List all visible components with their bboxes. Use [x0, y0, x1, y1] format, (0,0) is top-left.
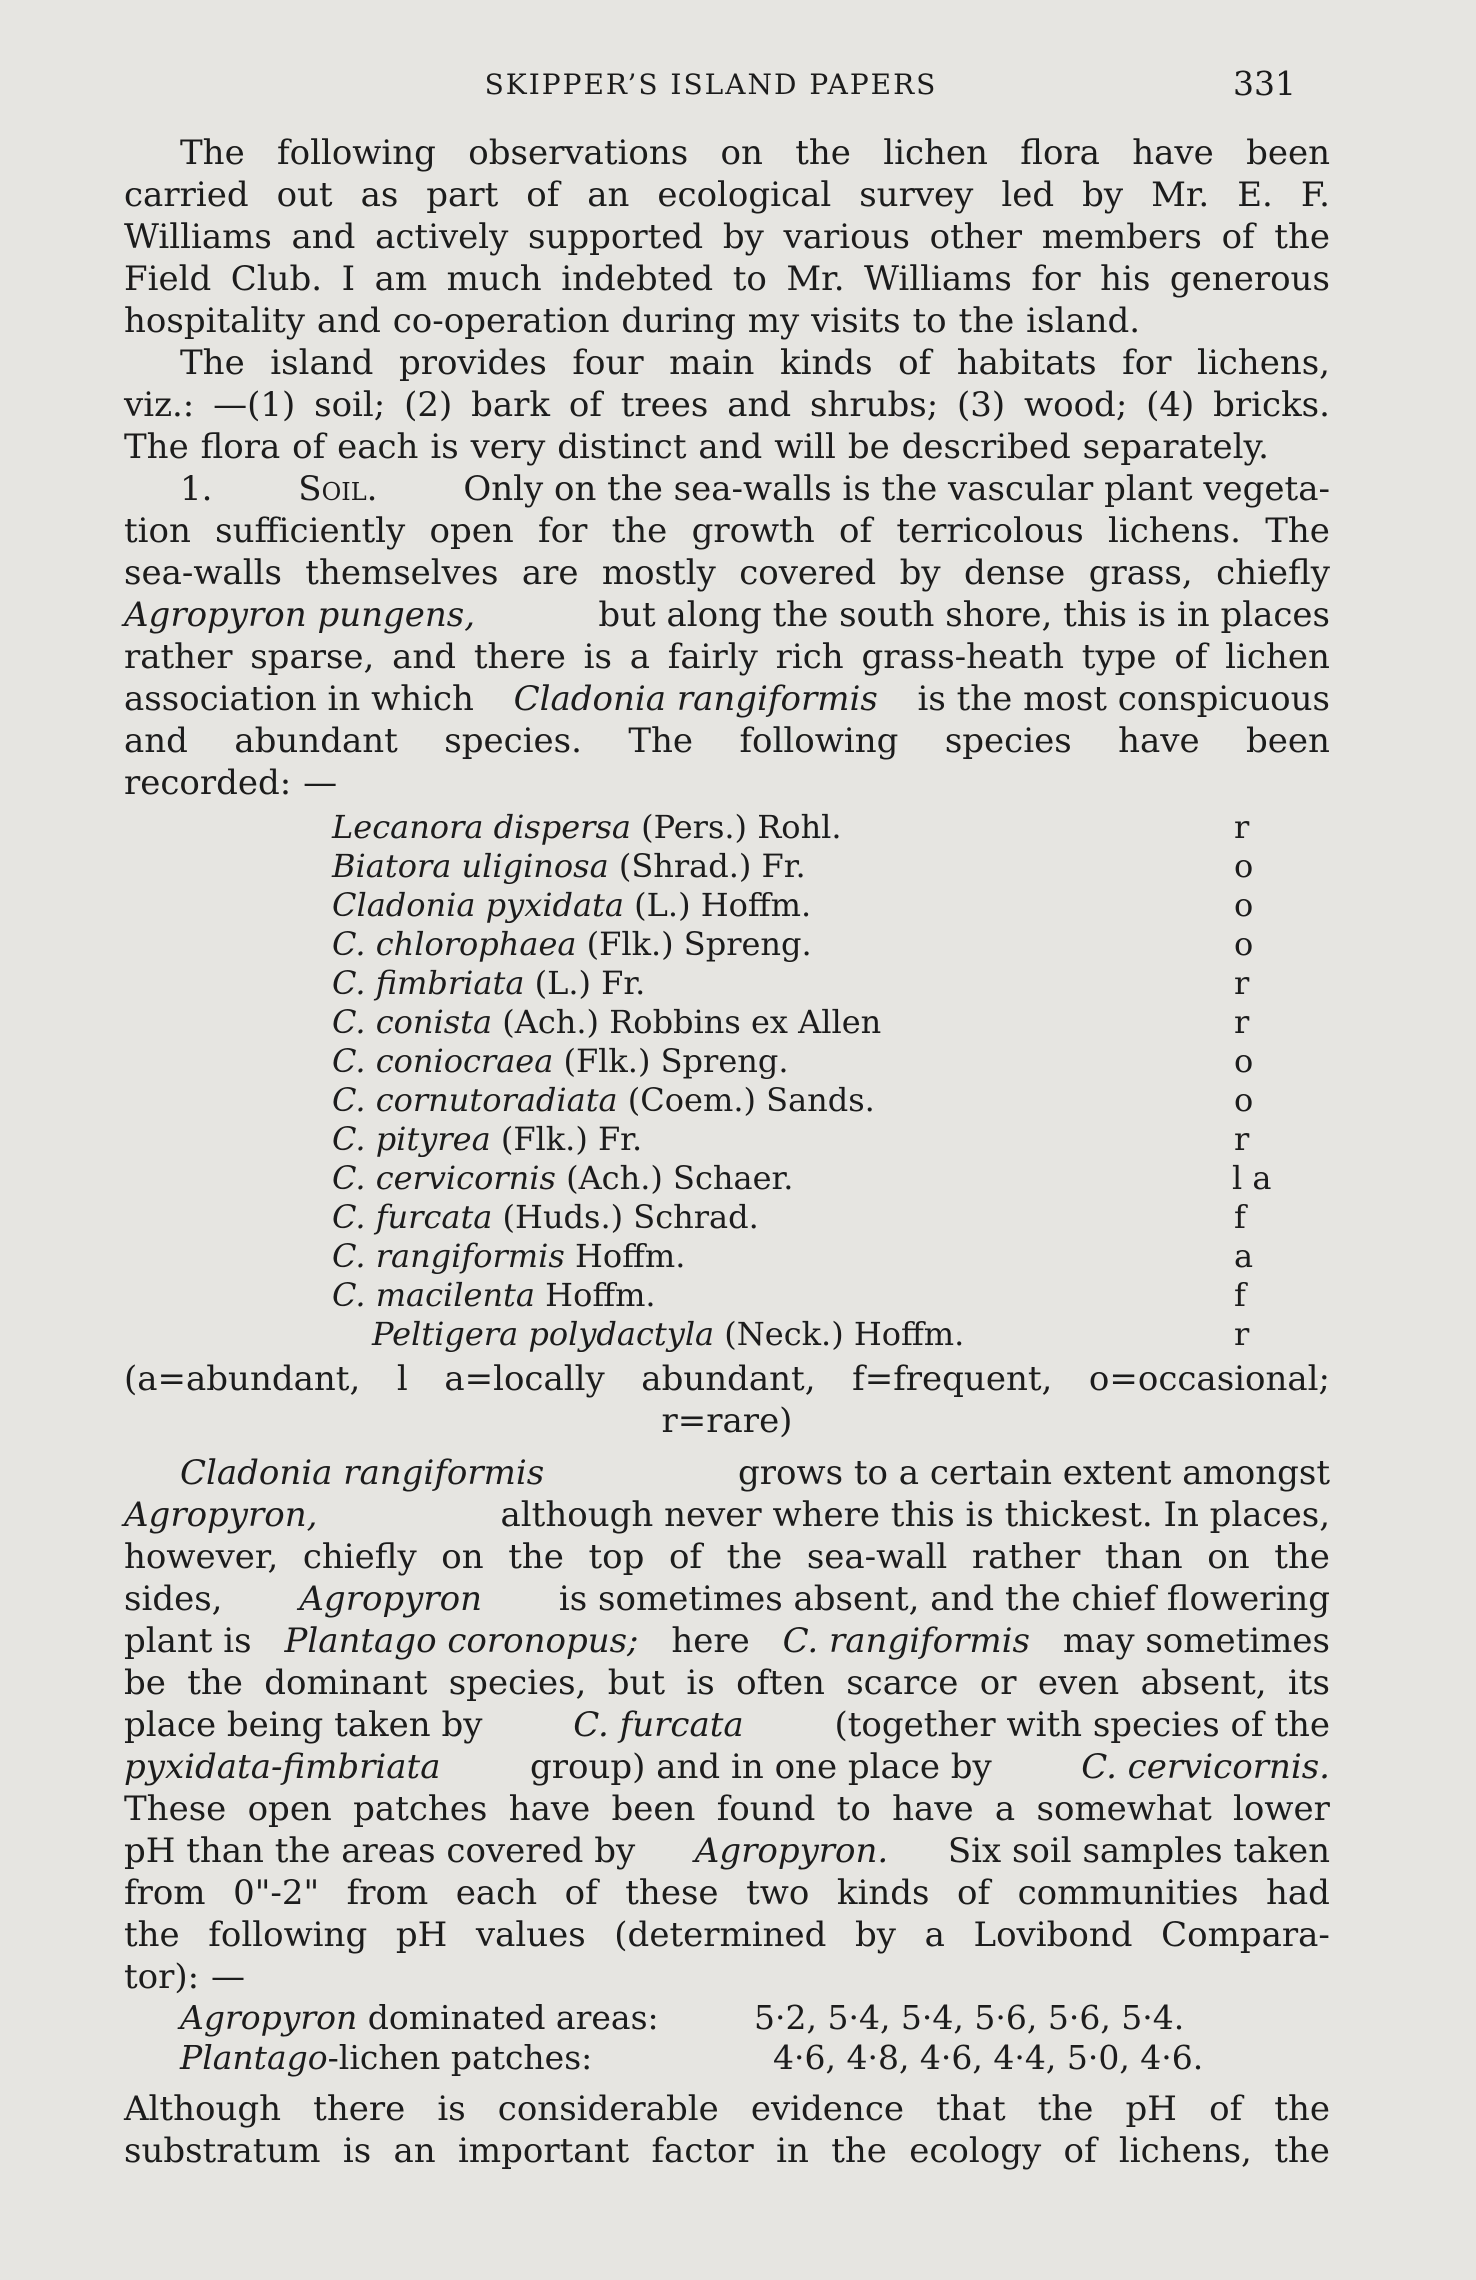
text-line: viz.: —(1) soil; (2) bark of trees and shrubs; (3) wood; (4) bricks.	[124, 385, 1330, 425]
text-line: tor): —	[124, 1957, 245, 1997]
species-binomial: C. fimbriata	[332, 964, 525, 1002]
species-binomial: C. cornutoradiata	[332, 1081, 618, 1119]
species-authority: (L.) Hoffm.	[634, 886, 812, 924]
text-line	[124, 1746, 1330, 1788]
text-line: sea-walls themselves are mostly covered by dense grass, chiefly	[124, 553, 1330, 593]
text-line: from 0"-2" from each of these two kinds of communities had	[124, 1873, 1330, 1913]
text-line: Williams and actively supported by various other members of the	[124, 217, 1330, 257]
abundance-code: r	[1234, 1315, 1250, 1353]
text-line: Field Club. I am much indebted to Mr. Williams for his generous	[124, 259, 1330, 299]
text-span: Only on the sea-walls is the vascular plant vegeta-	[463, 469, 1330, 509]
species-binomial: Lecanora dispersa	[332, 808, 631, 846]
species-name: C. furcata	[573, 1705, 744, 1745]
species-name: Plantago	[180, 2038, 328, 2077]
species-row	[124, 1159, 1330, 1198]
abundance-code: f	[1234, 1276, 1246, 1314]
species-row	[124, 808, 1330, 847]
text-line	[124, 1578, 1330, 1620]
abundance-code: f	[1234, 1198, 1246, 1236]
text-line	[124, 1494, 1330, 1536]
text-span: is sometimes absent, and the chief flowering	[558, 1579, 1330, 1619]
text-line	[124, 1704, 1330, 1746]
species-binomial: Biatora uliginosa	[332, 847, 609, 885]
text-line: recorded: —	[124, 763, 338, 803]
species-name: Cladonia rangiformis	[513, 679, 878, 719]
ph-row	[124, 1998, 1330, 2038]
species-binomial: Peltigera polydactyla	[372, 1315, 715, 1353]
species-authority: (Shrad.) Fr.	[618, 847, 806, 885]
text-line: and abundant species. The following species have been	[124, 721, 1330, 761]
ph-label: -lichen patches:	[327, 2038, 593, 2077]
running-head: SKIPPER’S ISLAND PAPERS	[484, 68, 938, 101]
abundance-code: o	[1234, 1081, 1254, 1119]
abundance-code: o	[1234, 886, 1254, 924]
text-span: but along the south shore, this is in places	[598, 595, 1330, 635]
text-line	[124, 1830, 1330, 1872]
text-line: The island provides four main kinds of habitats for lichens,	[180, 343, 1330, 383]
abundance-key: (a=abundant, l a=locally abundant, f=frequent, o=occasional;	[124, 1359, 1330, 1399]
text-line: tion sufficiently open for the growth of terricolous lichens. The	[124, 511, 1330, 551]
species-binomial: C. coniocraea	[332, 1042, 554, 1080]
text-line	[124, 678, 1330, 720]
species-name: Plantago coronopus;	[284, 1621, 639, 1661]
species-name: Agropyron	[180, 1998, 358, 2037]
text-span: here	[671, 1621, 750, 1661]
species-name: pyxidata-fimbriata	[124, 1747, 441, 1787]
species-authority: (Neck.) Hoffm.	[724, 1315, 965, 1353]
species-binomial: C. macilenta	[332, 1276, 535, 1314]
species-row	[124, 925, 1330, 964]
ph-values: 4·6, 4·8, 4·6, 4·4, 5·0, 4·6.	[773, 2038, 1204, 2077]
abundance-code: o	[1234, 925, 1254, 963]
abundance-code: r	[1234, 808, 1250, 846]
species-name: C. rangiformis	[782, 1621, 1030, 1661]
text-span: group) and in one place by	[530, 1747, 992, 1787]
text-line	[124, 594, 1330, 636]
species-binomial: C. rangiformis	[332, 1237, 565, 1275]
species-binomial: C. furcata	[332, 1198, 493, 1236]
ph-row	[124, 2038, 1330, 2078]
species-row	[124, 1042, 1330, 1081]
abundance-code: o	[1234, 1042, 1254, 1080]
abundance-code: r	[1234, 1003, 1250, 1041]
species-name: C. cervicornis.	[1081, 1747, 1330, 1787]
species-authority: (Flk.) Spreng.	[586, 925, 812, 963]
abundance-code: a	[1234, 1237, 1254, 1275]
species-row	[124, 847, 1330, 886]
ph-values: 5·2, 5·4, 5·4, 5·6, 5·6, 5·4.	[754, 1998, 1185, 2037]
species-row	[124, 1003, 1330, 1042]
text-span: Six soil samples taken	[947, 1831, 1330, 1871]
text-span: association in which	[124, 679, 474, 719]
species-row	[124, 1276, 1330, 1315]
species-authority: Hoffm.	[545, 1276, 656, 1314]
species-authority: (Pers.) Rohl.	[641, 808, 842, 846]
species-row	[124, 1081, 1330, 1120]
species-row	[124, 964, 1330, 1003]
species-name: Agropyron,	[124, 1495, 318, 1535]
text-line: substratum is an important factor in the ecology of lichens, the	[124, 2131, 1330, 2171]
text-line: The flora of each is very distinct and will be described separately.	[124, 427, 1269, 467]
species-authority: (L.) Fr.	[534, 964, 646, 1002]
abundance-code: o	[1234, 847, 1254, 885]
text-line: the following pH values (determined by a Lovibond Compara-	[124, 1915, 1330, 1955]
abundance-code: r	[1234, 1120, 1250, 1158]
species-binomial: Cladonia pyxidata	[332, 886, 624, 924]
text-line	[124, 1620, 1330, 1662]
species-authority: (Flk.) Fr.	[500, 1120, 643, 1158]
soil-heading-line	[124, 468, 1330, 510]
species-authority: (Coem.) Sands.	[627, 1081, 875, 1119]
species-authority: Hoffm.	[574, 1237, 686, 1275]
text-span: may sometimes	[1062, 1621, 1330, 1661]
species-name: Agropyron pungens,	[124, 595, 476, 635]
page-number: 331	[1233, 64, 1296, 103]
text-span: pH than the areas covered by	[124, 1831, 636, 1871]
section-number: 1.	[180, 469, 213, 509]
text-span: plant is	[124, 1621, 252, 1661]
text-span: is the most conspicuous	[917, 679, 1330, 719]
text-line: These open patches have been found to have a somewhat lower	[124, 1789, 1330, 1829]
text-span: place being taken by	[124, 1705, 483, 1745]
body-text	[124, 132, 1330, 2172]
species-authority: (Huds.) Schrad.	[502, 1198, 759, 1236]
species-binomial: C. cervicornis	[332, 1159, 556, 1197]
page-header	[126, 62, 1296, 112]
species-row	[124, 1120, 1330, 1159]
text-line: Although there is considerable evidence that the pH of the	[124, 2089, 1330, 2129]
text-span: sides,	[124, 1579, 223, 1619]
species-row	[124, 1237, 1330, 1276]
species-binomial: C. chlorophaea	[332, 925, 577, 963]
text-span: grows to a certain extent amongst	[738, 1453, 1330, 1493]
abundance-key: r=rare)	[661, 1401, 793, 1441]
abundance-code: r	[1234, 964, 1250, 1002]
species-name: Agropyron.	[694, 1831, 889, 1871]
text-span: (together with species of the	[834, 1705, 1330, 1745]
species-list	[124, 808, 1330, 1354]
text-line: The following observations on the lichen flora have been	[180, 133, 1330, 173]
species-binomial: C. pityrea	[332, 1120, 491, 1158]
species-authority: (Ach.) Schaer.	[566, 1159, 794, 1197]
text-line	[124, 1452, 1330, 1494]
species-authority: (Ach.) Robbins ex Allen	[502, 1003, 882, 1041]
text-line: however, chiefly on the top of the sea-wall rather than on the	[124, 1537, 1330, 1577]
species-row	[124, 1315, 1330, 1354]
abundance-code: l a	[1232, 1159, 1272, 1197]
species-binomial: C. conista	[332, 1003, 493, 1041]
species-row	[124, 1198, 1330, 1237]
section-heading: Soil.	[298, 469, 378, 509]
species-name: Cladonia rangiformis	[180, 1453, 545, 1493]
text-line: be the dominant species, but is often scarce or even absent, its	[124, 1663, 1330, 1703]
species-row	[124, 886, 1330, 925]
text-line: rather sparse, and there is a fairly rich grass-heath type of lichen	[124, 637, 1330, 677]
ph-label: dominated areas:	[367, 1998, 659, 2037]
text-line: carried out as part of an ecological survey led by Mr. E. F.	[124, 175, 1330, 215]
text-span: although never where this is thickest. In places,	[500, 1495, 1330, 1535]
species-authority: (Flk.) Spreng.	[563, 1042, 789, 1080]
species-name: Agropyron	[299, 1579, 483, 1619]
text-line: hospitality and co-operation during my visits to the island.	[124, 301, 1141, 341]
